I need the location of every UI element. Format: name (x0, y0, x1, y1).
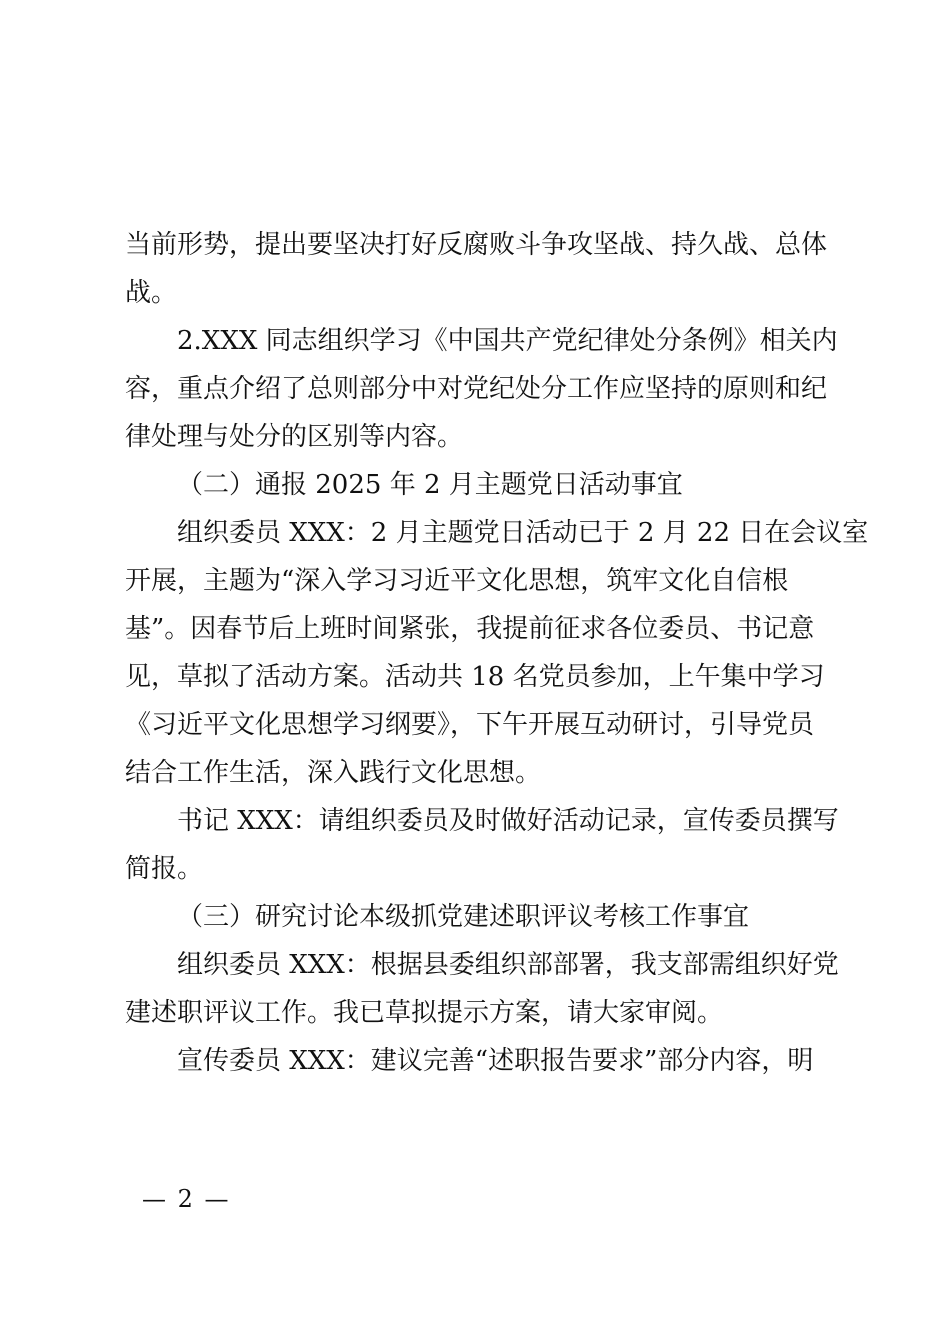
text-line: 基”。因春节后上班时间紧张，我提前征求各位委员、书记意 (125, 614, 815, 644)
heading-text: （二）通报 2025 年 2 月主题党日活动事宜 (177, 470, 683, 500)
paragraph-organizer-2 (125, 941, 839, 1037)
text-line: 律处理与处分的区别等内容。 (125, 422, 464, 452)
text-line: 宣传委员 XXX：建议完善“述职报告要求”部分内容，明 (177, 1046, 814, 1076)
text-line: 组织委员 XXX：根据县委组织部部署，我支部需组织好党 (177, 950, 839, 980)
document-body (125, 221, 869, 1085)
text-line: 容，重点介绍了总则部分中对党纪处分工作应坚持的原则和纪 (125, 374, 828, 404)
text-line: 战。 (125, 278, 178, 308)
text-line: 建述职评议工作。我已草拟提示方案，请大家审阅。 (125, 998, 724, 1028)
text-line: 当前形势，提出要坚决打好反腐败斗争攻坚战、持久战、总体 (125, 230, 828, 260)
text-line: 结合工作生活，深入践行文化思想。 (125, 758, 542, 788)
paragraph-organizer (125, 509, 869, 797)
text-line: 《习近平文化思想学习纲要》，下午开展互动研讨，引导党员 (125, 710, 815, 740)
text-line: 2.XXX 同志组织学习《中国共产党纪律处分条例》相关内 (177, 326, 838, 356)
text-line: 书记 XXX：请组织委员及时做好活动记录，宣传委员撰写 (177, 806, 839, 836)
text-line: 开展，主题为“深入学习习近平文化思想，筑牢文化自信根 (125, 566, 789, 596)
text-line: 组织委员 XXX：2 月主题党日活动已于 2 月 22 日在会议室 (177, 518, 869, 548)
paragraph-continued (125, 221, 828, 317)
paragraph-propaganda (125, 1037, 825, 1085)
text-line: 见，草拟了活动方案。活动共 18 名党员参加，上午集中学习 (125, 662, 825, 692)
text-line: 简报。 (125, 854, 204, 884)
paragraph-secretary (125, 797, 839, 893)
heading-text: （三）研究讨论本级抓党建述职评议考核工作事宜 (177, 902, 750, 932)
section-heading-2 (125, 461, 825, 509)
page-number: — 2 — (142, 1185, 231, 1213)
section-heading-3 (125, 893, 825, 941)
paragraph-item-2 (125, 317, 838, 461)
